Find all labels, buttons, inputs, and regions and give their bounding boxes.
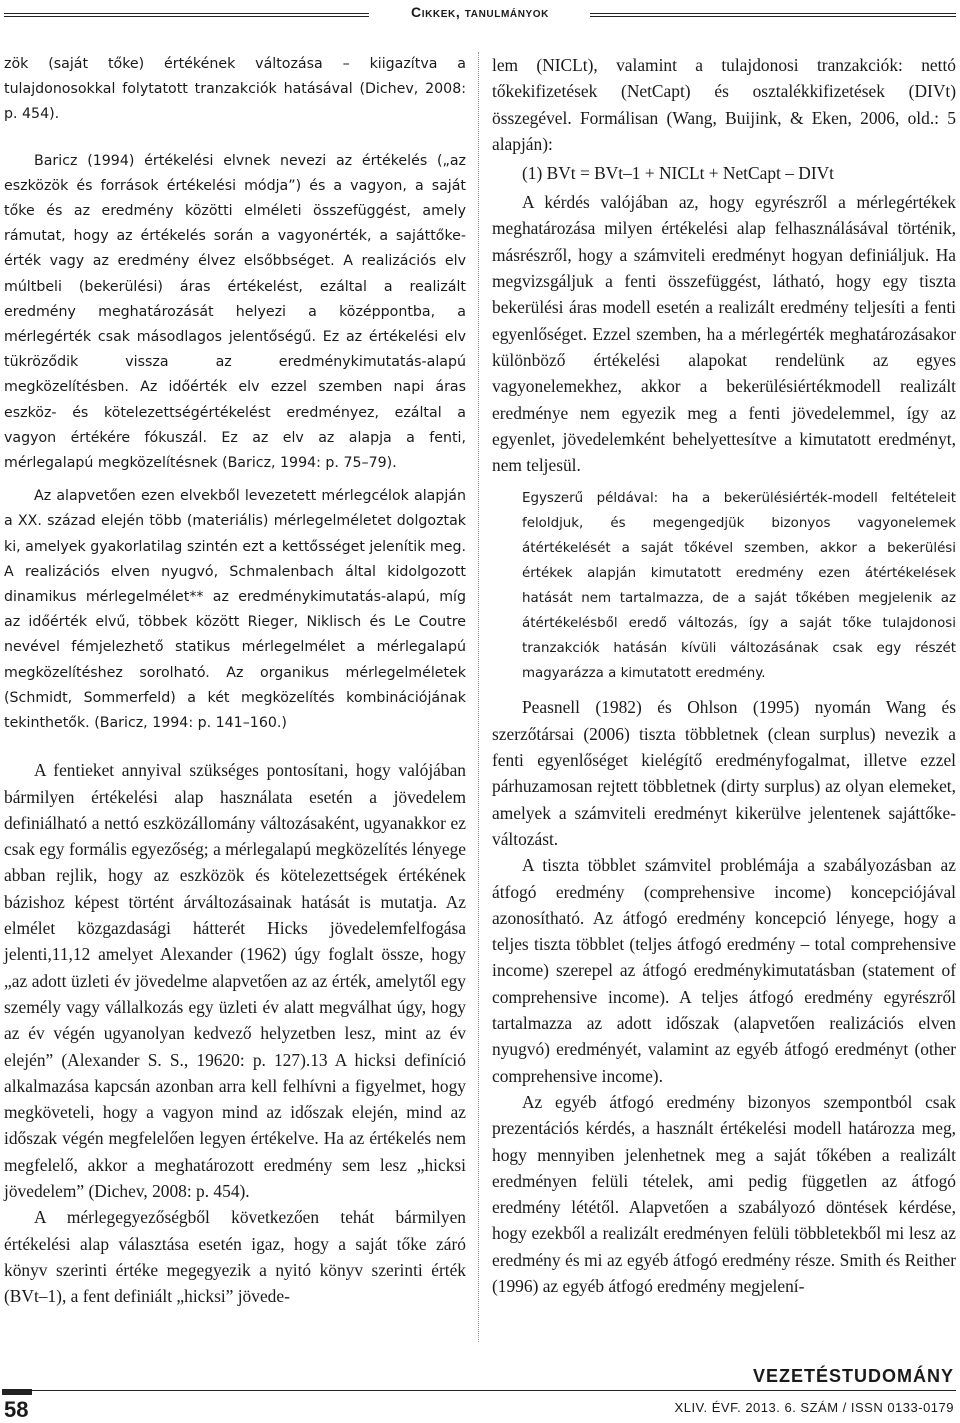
header-rule-right bbox=[590, 13, 956, 17]
footer-rule bbox=[4, 1390, 956, 1391]
page-number: 58 bbox=[4, 1397, 29, 1422]
equation: (1) BVt = BVt–1 + NICLt + NetCapt – DIVt bbox=[522, 163, 834, 184]
right-column bbox=[492, 52, 956, 1299]
paragraph: Peasnell (1982) és Ohlson (1995) nyomán Wang és szerzőtársai (2006) tiszta többletnek (clean surplus) nevezik a fenti egyenlőséget kielégítő eredményfogalmat, illetve ezzel párhuzamosan rejtett többletnek (dirty surplus) az olyan elemeket, amelyek a számviteli eredményt kikerülve jelentenek sajáttőke-változást. bbox=[492, 697, 956, 849]
left-column bbox=[4, 52, 466, 1310]
example-box: Egyszerű példával: ha a bekerülésiérték-modell feltételeit feloldjuk, és megengedjük bizonyos vagyonelemek átértékelését a saját tőkével szemben, akkor a bekerülési értékek alapján kimutatott eredmény ezen átértékelések hatását nem tartalmazza, de a saját tőkében megjelenik az átértékelésből eredő változás, így a saját tőke tulajdonosi tranzakciók hatásán kívüli változásának csak egy részét magyarázza a kimutatott eredmény. bbox=[522, 491, 956, 682]
paragraph: Az alapvetően ezen elvekből levezetett mérlegcélok alapján a XX. század elején több (materiális) mérlegelméletet dolgoztak ki, amelyek gyakorlatilag szintén ezt a kettősséget jelenítik meg. A realizációs elven nyugvó, Schmalenbach által kidolgozott dinamikus mérlegelmélet** az eredménykimutatás-alapú, míg az időérték elvű, többek között Rieger, Niklisch és Le Coutre nevével fémjelezhető statikus mérlegelmélet a mérlegalapú megközelítéshez sorolható. Az organikus mérlegelméletek (Schmidt, Sommerfeld) a két megközelítés kombinációjának tekinthetők. (Baricz, 1994: p. 141–160.) bbox=[4, 488, 466, 732]
header-rule-left bbox=[4, 13, 369, 17]
paragraph: lem (NICLt), valamint a tulajdonosi tranzakciók: nettó tőkekifizetések (NetCapt) és osztalékkifizetések (DIVt) összegével. Formálisan (Wang, Buijink, & Eken, 2006, old.: 5 alapján): bbox=[492, 55, 956, 154]
paragraph: zök (saját tőke) értékének változása – kiigazítva a tulajdonosokkal folytatott tranzakciók hatásával (Dichev, 2008: p. 454). bbox=[4, 56, 466, 123]
paragraph: A kérdés valójában az, hogy egyrészről a mérlegértékek meghatározása milyen értékelési alap felhasználásával történik, másrészről, hogy a számviteli eredményt hogyan definiáljuk. Ha megvizsgáljuk a fenti összefüggést, látható, hogy egy tiszta bekerülési áras modell esetén a realizált eredmény teljesíti a fenti egyenlőséget. Ezzel szemben, ha a mérlegérték meghatározásakor különböző értékelési alapokat rendelünk az egyes vagyonelemekhez, akkor a bekerülésiértékmodell realizált eredménye nem egyezik meg a fenti jövedelemmel, így az egyenlet, jövedelemként behelyettesítve a kimutatott eredményt, nem teljesül. bbox=[492, 192, 956, 476]
issue-line: XLIV. ÉVF. 2013. 6. SZÁM / ISSN 0133-0179 bbox=[674, 1400, 954, 1415]
paragraph: A tiszta többlet számvitel problémája a szabályozásban az átfogó eredmény (comprehensive income) koncepciójával azonosítható. Az átfogó eredmény koncepció lényege, hogy a teljes tiszta többlet (teljes átfogó eredmény – total comprehensive income) szerepel az átfogó eredménykimutatásban (statement of comprehensive income). A teljes átfogó eredmény egyrészről tartalmazza az adott időszak (alapvetően realizációs elven nyugvó) eredményét, valamint az egyéb átfogó eredményt (other comprehensive income). bbox=[492, 855, 956, 1086]
paragraph: Baricz (1994) értékelési elvnek nevezi az értékelés („az eszközök és források értékelési módja”) és a vagyon, a saját tőke és az eredmény közötti elméleti összefüggést, amely rámutat, hogy az értékelés során a vagyonérték, a sajáttőke-érték vagy az eredmény élvez elsőbbséget. A realizációs elv múltbeli (bekerülési) áras értékelést, ezáltal a realizált eredmény meghatározását helyezi a középpontba, a mérlegérték csak másodlagos jelentőségű. Ez az értékelési elv tükröződik vissza az eredménykimutatás-alapú megközelítésben. Az időérték elv ezzel szemben napi áras eszköz- és kötelezettségértékelést eredményez, ezáltal a vagyon értékére fókuszál. Ez az elv az alapja a fenti, mérlegalapú megközelítésnek (Baricz, 1994: p. 75–79). bbox=[4, 152, 466, 472]
paragraph: Az egyéb átfogó eredmény bizonyos szempontból csak prezentációs kérdés, a használt értékelési modell határozza meg, hogy mennyiben jelenhetnek meg a saját tőkében a realizált eredményen felüli tételek, ami pedig független az átfogó eredmény lététől. Alapvetően a szabályozó döntések kérdése, hogy ezekből a realizált eredményen felüli többletekből mi lesz az eredmény és mi az egyéb átfogó eredmény része. Smith és Reither (1996) az egyéb átfogó eredmény megjelení- bbox=[492, 1091, 956, 1296]
journal-name: VEZETÉSTUDOMÁNY bbox=[752, 1366, 954, 1386]
column-separator bbox=[478, 52, 479, 1342]
running-header bbox=[0, 4, 960, 24]
section-title: Cikkek, tanulmányok bbox=[411, 4, 549, 20]
paragraph: A fentieket annyival szükséges pontosítani, hogy valójában bármilyen értékelési alap használata esetén a jövedelem definiálható a nettó eszközállomány változásaként, ugyanakkor ez csak egy formális egyezőség; a mérlegalapú megközelítés lényege abban rejlik, hogy az eszközök és kötelezettségek értékének bázishoz képest történt árváltozásainak hatását is mutatja. Az elmélet közgazdasági hátterét Hicks jövedelemfelfogása jelenti,11,12 amelyet Alexander (1962) úgy foglalt össze, hogy „az adott üzleti év jövedelme alapvetően az az érték, amelytől egy személy vagy vállalkozás egy üzleti év alatt megválhat úgy, hogy az év végén ugyanolyan kedvező helyzetben lesz, mint az év elején” (Alexander S. S., 19620: p. 127).13 A hicksi definíció alkalmazása kapcsán azonban arra kell felhívni a figyelmet, hogy megköveteli, hogy a vagyon mind az időszak elején, mind az időszak végén megfelelően legyen értékelve. Ha az értékelés nem megfelelő, akkor a meghatározott eredmény sem lesz „hicksi jövedelem” (Dichev, 2008: p. 454). bbox=[4, 760, 466, 1202]
paragraph: A mérlegegyezőségből következően tehát bármilyen értékelési alap választása esetén igaz, hogy a saját tőke záró könyv szerinti értéke megegyezik a nyitó könyv szerinti érték (BVt–1), a fent definiált „hicksi” jövede- bbox=[4, 1207, 466, 1307]
